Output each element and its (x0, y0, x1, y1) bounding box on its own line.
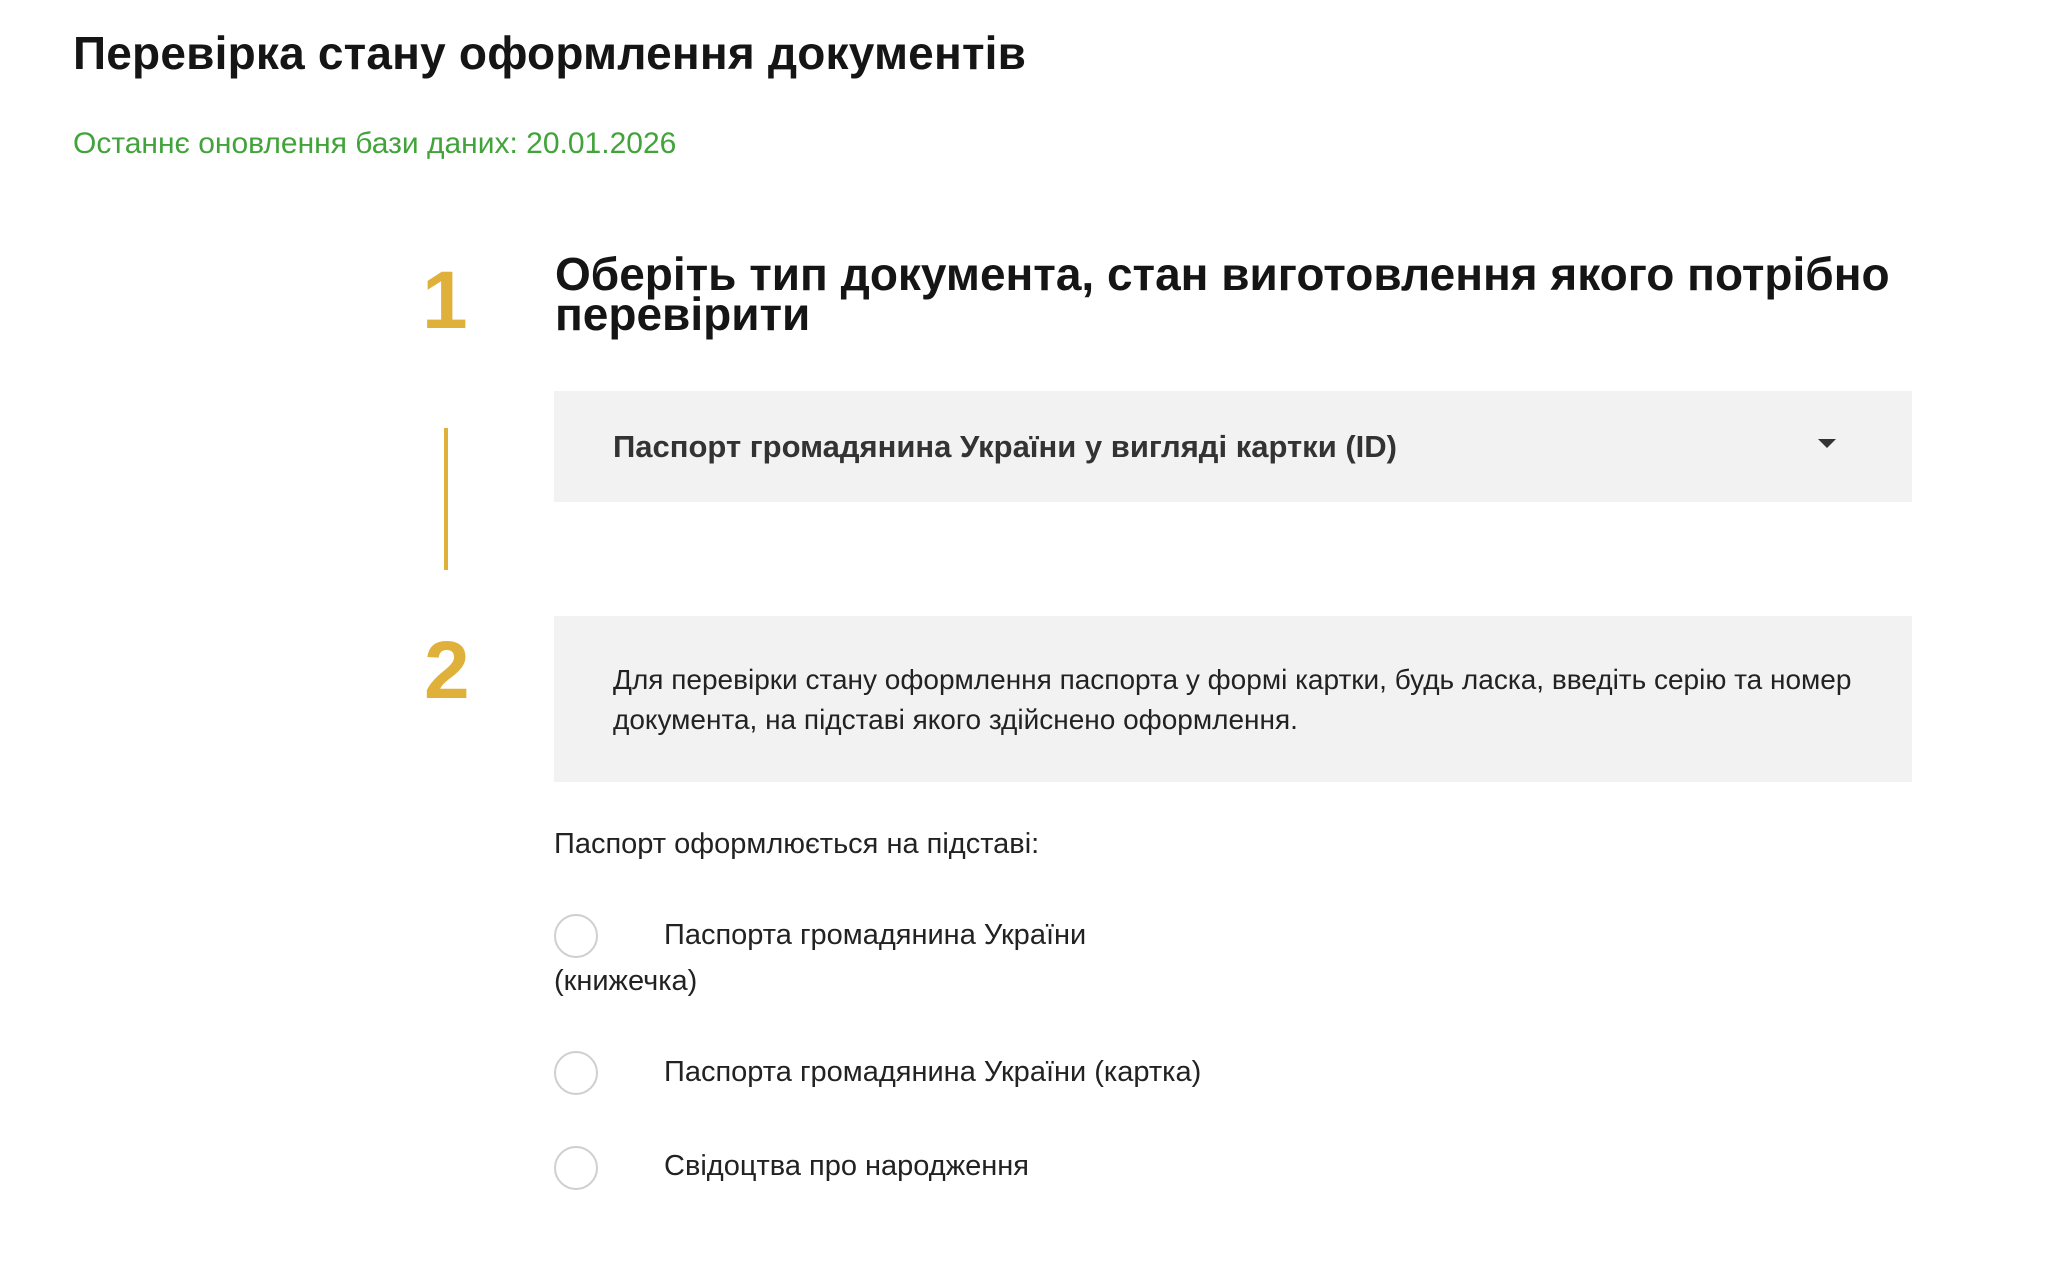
basis-label: Паспорт оформлюється на підставі: (554, 828, 1040, 860)
radio-button[interactable] (554, 1146, 598, 1190)
radio-option-label: Паспорта громадянина України (книжечка) (554, 919, 1087, 997)
radio-button[interactable] (554, 914, 598, 958)
radio-option-passport-card[interactable] (554, 1051, 1254, 1094)
step-2-info-box (554, 616, 1912, 782)
last-update-text: Останнє оновлення бази даних: 20.01.2026 (73, 127, 677, 160)
radio-option-label: Паспорта громадянина України (картка) (664, 1056, 1202, 1088)
radio-button[interactable] (554, 1051, 598, 1095)
step-1-heading: Оберіть тип документа, стан виготовлення якого потрібно перевірити (555, 248, 1890, 340)
page-title: Перевірка стану оформлення документів (73, 27, 1027, 79)
radio-option-passport-booklet[interactable] (554, 914, 1254, 1004)
step-1-number: 1 (422, 255, 468, 346)
document-type-select-value: Паспорт громадянина України у вигляді картки (ID) (613, 428, 1398, 464)
document-type-select[interactable] (554, 391, 1912, 502)
step-2-info-text: Для перевірки стану оформлення паспорта у формі картки, будь ласка, введіть серію та номер документа, на підставі якого здійснено оформлення. (613, 664, 1852, 735)
step-connector-line (444, 428, 448, 570)
step-2-number: 2 (424, 625, 470, 716)
radio-option-label: Свідоцтва про народження (664, 1150, 1029, 1182)
radio-option-birth-certificate[interactable] (554, 1146, 1254, 1188)
chevron-down-icon[interactable] (1818, 439, 1836, 448)
